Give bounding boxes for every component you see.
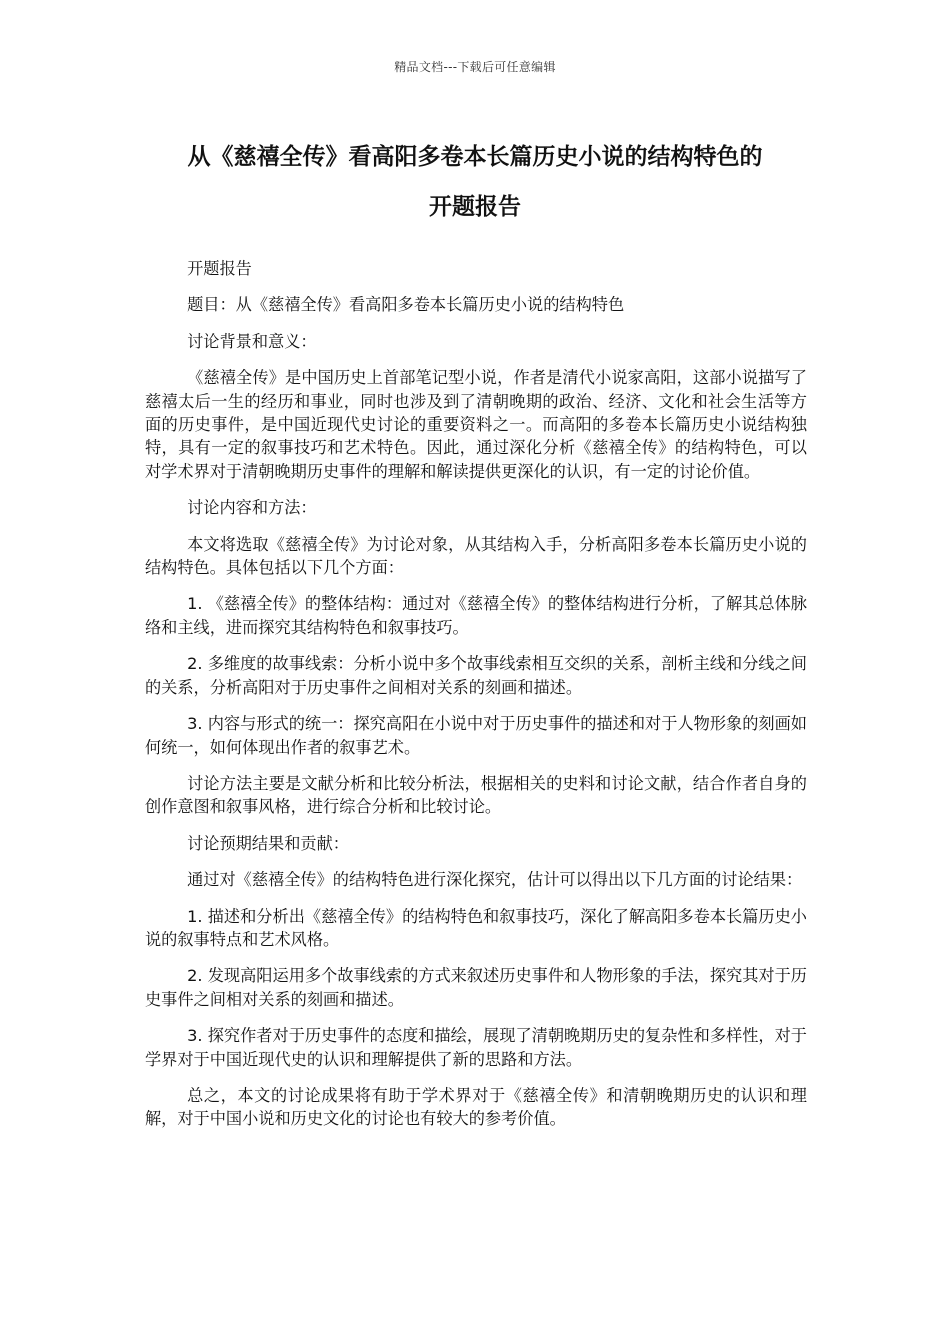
background-paragraph: 《慈禧全传》是中国历史上首部笔记型小说，作者是清代小说家高阳，这部小说描写了慈禧太后一生的经历和事业，同时也涉及到了清朝晚期的政治、经济、文化和社会生活等方面的历史事件，是中国近现代史讨论的重要资料之一。而高阳的多卷本长篇历史小说结构独特，具有一定的叙事技巧和艺术特色。因此，通过深化分析《慈禧全传》的结构特色，可以对学术界对于清朝晚期历史事件的理解和解读提供更深化的认识，有一定的讨论价值。 xyxy=(145,368,807,481)
document-body xyxy=(145,257,807,1144)
results-intro-paragraph: 通过对《慈禧全传》的结构特色进行深化探究，估计可以得出以下几方面的讨论结果： xyxy=(187,870,803,890)
content-item-3: 3. 内容与形式的统一：探究高阳在小说中对于历史事件的描述和对于人物形象的刻画如何统一，如何体现出作者的叙事艺术。 xyxy=(145,714,807,757)
section-label-report: 开题报告 xyxy=(187,259,252,278)
document-title-line-1: 从《慈禧全传》看高阳多卷本长篇历史小说的结构特色的 xyxy=(187,144,763,170)
result-item-1: 1. 描述和分析出《慈禧全传》的结构特色和叙事技巧，深化了解高阳多卷本长篇历史小说的叙事特点和艺术风格。 xyxy=(145,906,807,949)
result-item-3: 3. 探究作者对于历史事件的态度和描绘，展现了清朝晚期历史的复杂性和多样性，对于学界对于中国近现代史的认识和理解提供了新的思路和方法。 xyxy=(145,1026,807,1069)
section-heading-background: 讨论背景和意义： xyxy=(187,331,317,351)
content-item-1: 1. 《慈禧全传》的整体结构：通过对《慈禧全传》的整体结构进行分析，了解其总体脉络和主线，进而探究其结构特色和叙事技巧。 xyxy=(145,594,807,637)
document-title-line-2: 开题报告 xyxy=(429,194,521,220)
page-header-note: 精品文档---下载后可任意编辑 xyxy=(394,60,556,74)
content-intro-paragraph: 本文将选取《慈禧全传》为讨论对象，从其结构入手，分析高阳多卷本长篇历史小说的结构特色。具体包括以下几个方面： xyxy=(145,534,807,578)
conclusion-paragraph: 总之，本文的讨论成果将有助于学术界对于《慈禧全传》和清朝晚期历史的认识和理解，对于中国小说和历史文化的讨论也有较大的参考价值。 xyxy=(145,1085,807,1129)
result-item-2: 2. 发现高阳运用多个故事线索的方式来叙述历史事件和人物形象的手法，探究其对于历史事件之间相对关系的刻画和描述。 xyxy=(145,966,807,1009)
content-item-2: 2. 多维度的故事线索：分析小说中多个故事线索相互交织的关系，剖析主线和分线之间的关系，分析高阳对于历史事件之间相对关系的刻画和描述。 xyxy=(145,654,807,697)
section-heading-expected-results: 讨论预期结果和贡献： xyxy=(187,833,349,853)
method-paragraph: 讨论方法主要是文献分析和比较分析法，根据相关的史料和讨论文献，结合作者自身的创作意图和叙事风格，进行综合分析和比较讨论。 xyxy=(145,773,807,817)
topic-line: 题目：从《慈禧全传》看高阳多卷本长篇历史小说的结构特色 xyxy=(187,295,625,315)
section-heading-content-method: 讨论内容和方法： xyxy=(187,498,317,518)
